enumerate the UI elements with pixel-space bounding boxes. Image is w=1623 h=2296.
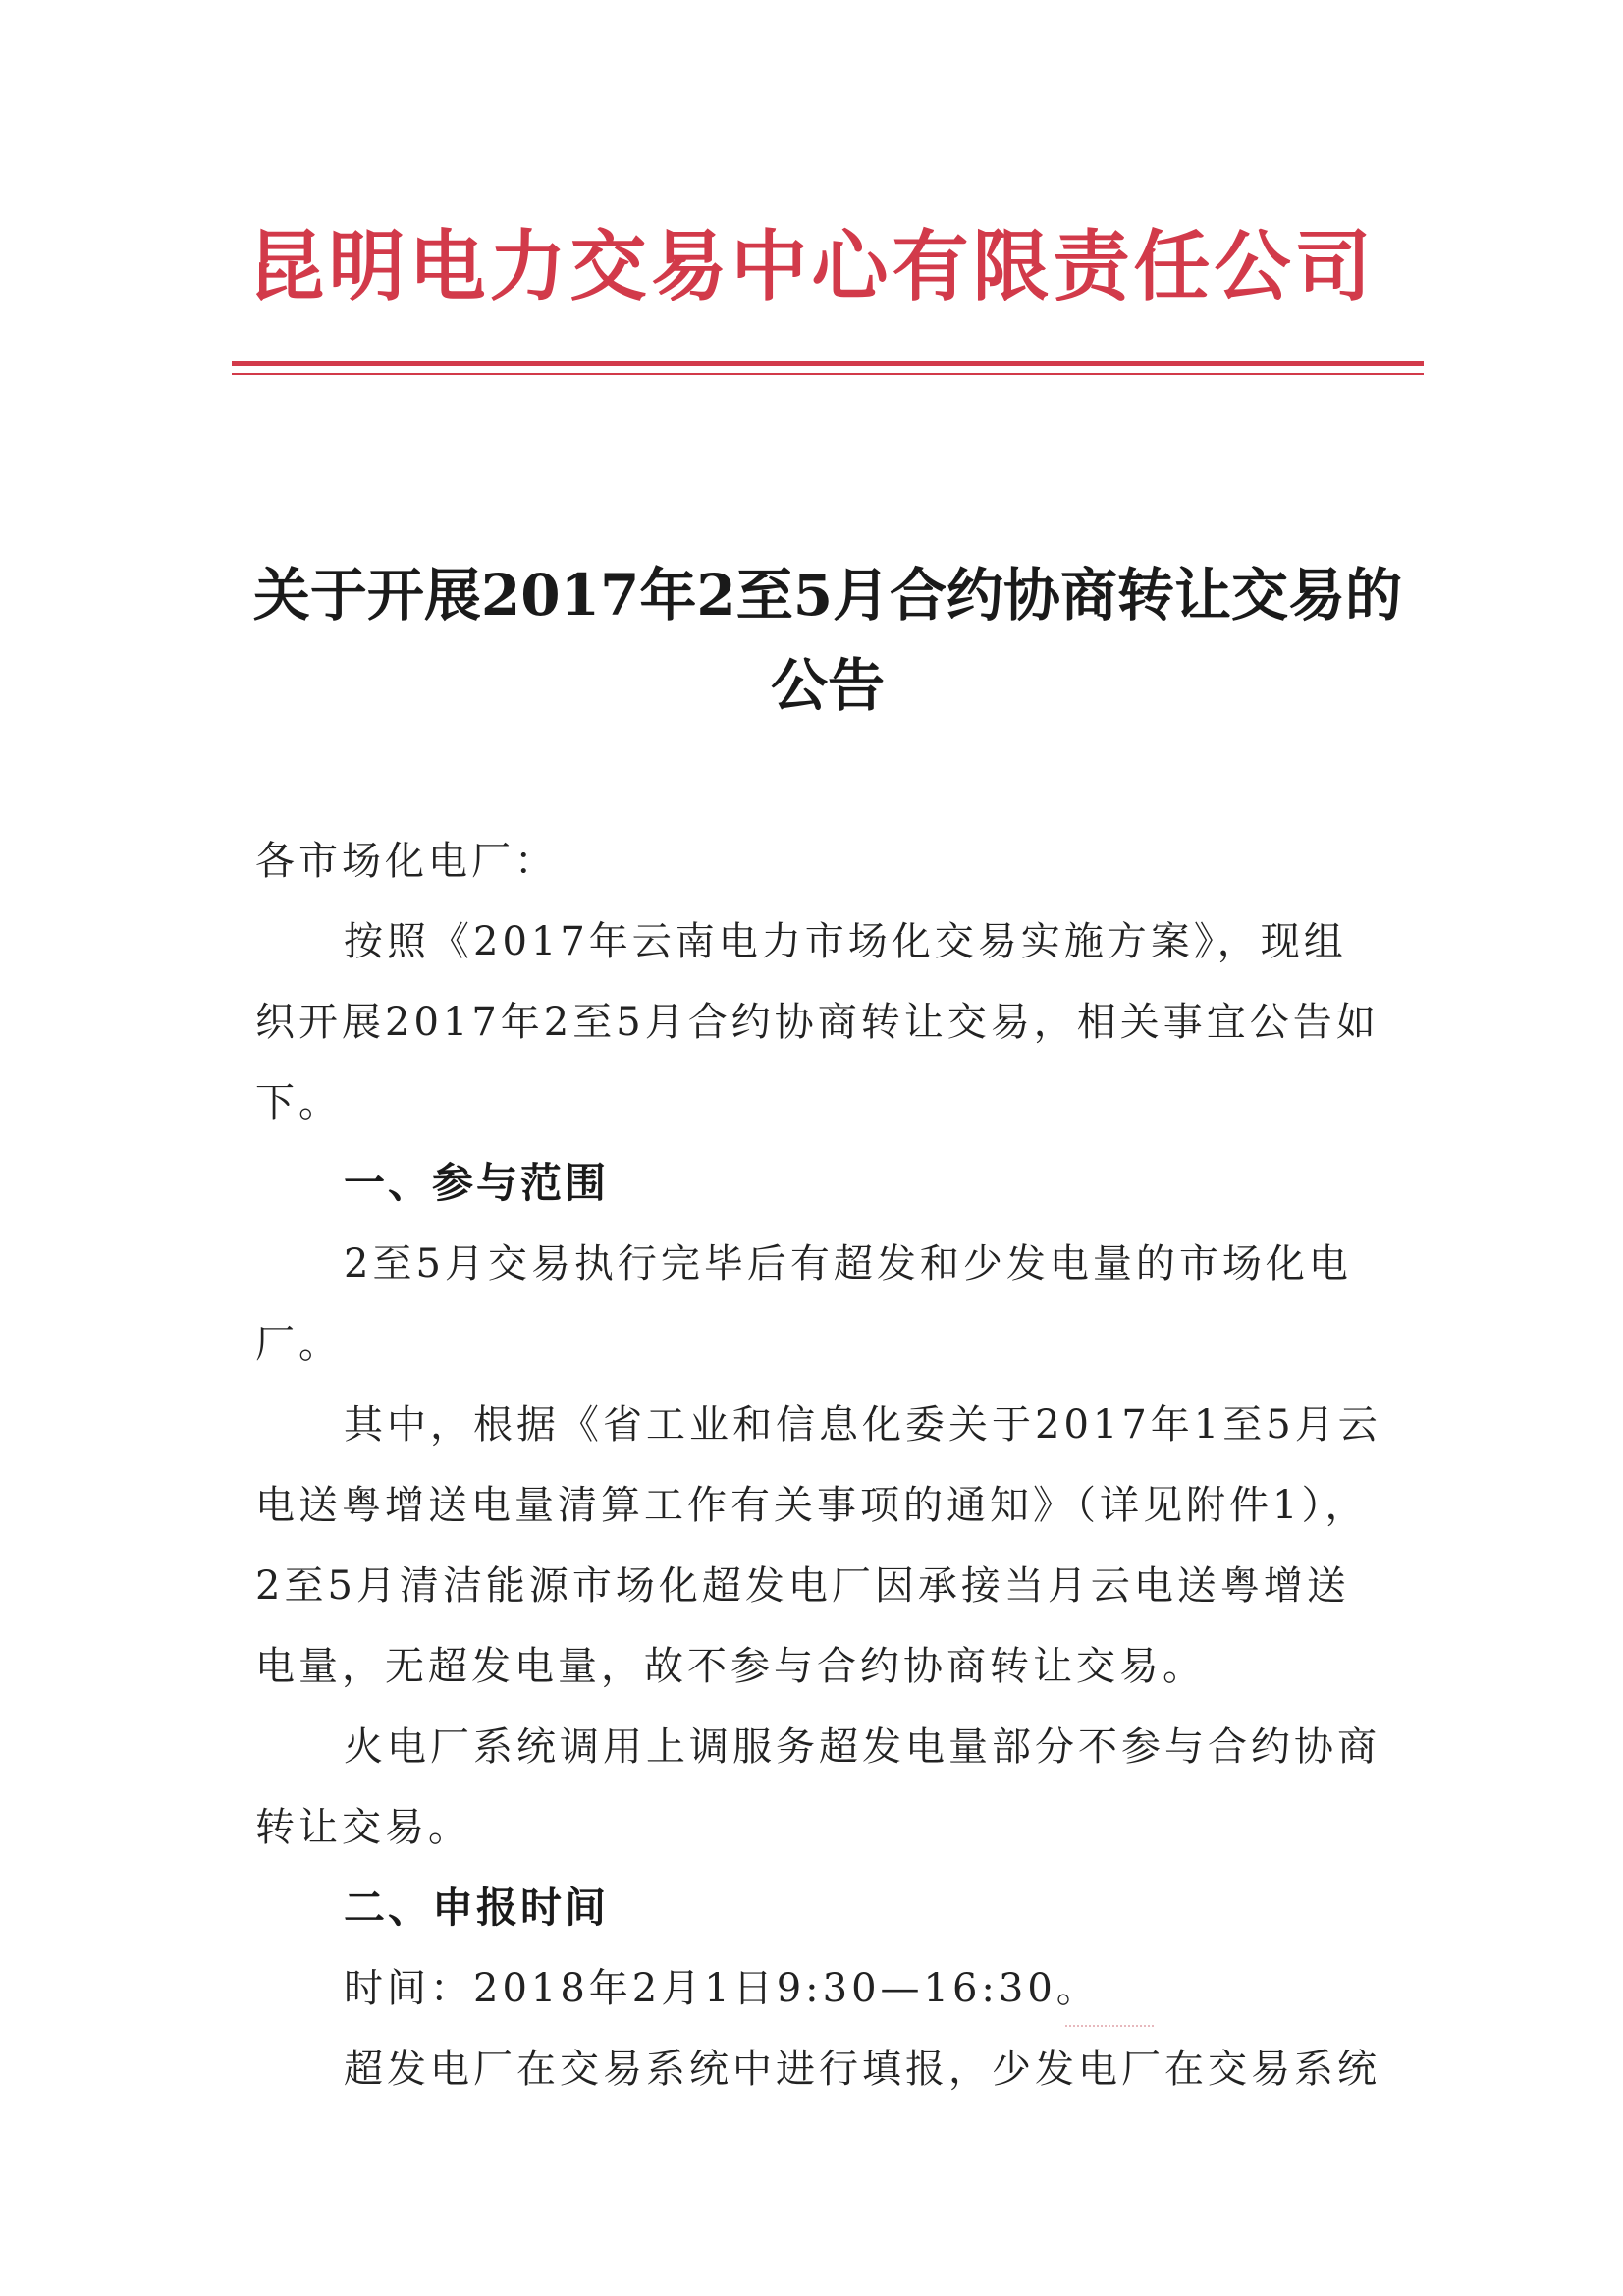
section-heading-scope: 一、参与范围	[344, 1159, 610, 1207]
time-paragraph-1: 时间：2018年2月1日9:30—16:30。	[344, 1966, 1100, 2011]
letterhead-org-name: 昆明电力交易中心有限责任公司	[247, 222, 1376, 311]
section-heading-time: 二、申报时间	[344, 1884, 610, 1932]
document-title: 关于开展2017年2至5月合约协商转让交易的公告	[252, 562, 1403, 719]
letterhead-rule-thick	[232, 361, 1424, 366]
time-paragraph-2: 超发电厂在交易系统中进行填报，少发电厂在交易系统	[344, 2047, 1380, 2092]
letterhead-rule-thin	[232, 373, 1424, 375]
scope-paragraph-1: 2至5月交易执行完毕后有超发和少发电量的市场化电厂。	[255, 1241, 1352, 1367]
intro-paragraph: 按照《2017年云南电力市场化交易实施方案》，现组织开展2017年2至5月合约协商转让交易，相关事宜公告如下。	[255, 919, 1380, 1125]
scope-paragraph-3: 火电厂系统调用上调服务超发电量部分不参与合约协商转让交易。	[255, 1724, 1380, 1850]
salutation: 各市场化电厂：	[255, 839, 558, 884]
scope-paragraph-2: 其中，根据《省工业和信息化委关于2017年1至5月云电送粤增送电量清算工作有关事项的通知》（详见附件1），2至5月清洁能源市场化超发电厂因承接当月云电送粤增送电量，无超发电量，故不参与合约协商转让交易。	[255, 1402, 1381, 1689]
